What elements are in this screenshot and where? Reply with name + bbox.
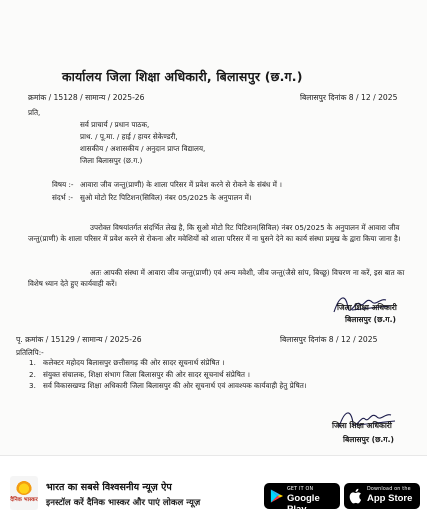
recipient-line: सर्व प्राचार्य / प्रधान पाठक, xyxy=(80,120,150,129)
recipient-line: शासकीय / अशासकीय / अनुदान प्राप्त विद्यालय, xyxy=(80,144,206,153)
recipient-line: जिला बिलासपुर (छ.ग.) xyxy=(80,156,143,165)
promo-headline: भारत का सबसे विश्वसनीय न्यूज़ ऐप xyxy=(46,482,172,493)
body-paragraph-1: उपरोक्त विषयांतर्गत संदर्भित लेख है, कि सुओ मोटो रिट पिटिशन(सिविल) नंबर 05/2025 के अनुपालन में आवारा जीव जन्तु(प्राणी) के शाला परिसर में प्रवेश करने से रोकना और मवेशियों को शाला परिसर में ना घुसने देने का कार्य संस्था प्रमुख के द्वारा किया जाना है। xyxy=(28,223,401,243)
signatory-place: बिलासपुर (छ.ग.) xyxy=(343,435,394,444)
google-play-icon xyxy=(269,488,284,504)
letter-title: कार्यालय जिला शिक्षा अधिकारी, बिलासपुर (छ.ग.) xyxy=(62,69,303,84)
list-item: 3. सर्व विकासखण्ड शिक्षा अधिकारी जिला बिलासपुर की ओर सूचनार्थ एवं आवश्यक कार्यवाही हेतु प्रेषित। xyxy=(29,381,307,390)
google-play-button[interactable]: GET IT ON Google Play xyxy=(264,483,340,509)
list-item: 1. कलेक्टर महोदय बिलासपुर छत्तीसगढ़ की ओर सादर सूचनार्थ संप्रेषित । xyxy=(29,358,225,367)
reference-text: सुओ मोटो रिट पिटिशन(सिविल) नंबर 05/2025 के अनुपालन में। xyxy=(80,193,252,202)
copy-to-label: प्रतिलिपि:- xyxy=(16,348,44,357)
list-item: 2. संयुक्त संचालक, शिक्षा संभाग जिला बिलासपुर की ओर सादर सूचनार्थ संप्रेषित । xyxy=(29,369,250,379)
endorsement-number: पृ. क्रमांक / 15129 / सामान्य / 2025-26 xyxy=(16,335,142,344)
dainik-bhaskar-logo: दैनिक भास्कर xyxy=(10,476,38,510)
prati-label: प्रति, xyxy=(28,108,41,117)
body-paragraph-2: अतः आपकी संस्था में आवारा जीव जन्तु(प्राणी) एवं अन्य मवेशी, जीव जन्तु(जैसे सांप, बिच्छू) विचरण ना करें, इस बात का विशेष ध्यान देते हुए कार्यवाही करें। xyxy=(28,268,405,288)
promo-subtext: इनस्टॉल करें दैनिक भास्कर और पाएं लोकल न्यूज़ xyxy=(46,498,201,508)
subject-label: विषय :- xyxy=(52,180,74,189)
letter-date: बिलासपुर दिनांक 8 / 12 / 2025 xyxy=(300,93,398,102)
app-store-button[interactable]: Download on the App Store xyxy=(344,483,420,509)
endorsement-date: बिलासपुर दिनांक 8 / 12 / 2025 xyxy=(280,335,378,344)
subject-text: आवारा जीव जन्तु(प्राणी) के शाला परिसर में प्रवेश करने से रोकने के संबंध में । xyxy=(80,180,282,189)
sun-icon xyxy=(16,479,32,495)
apple-icon xyxy=(349,488,364,504)
reference-label: संदर्भ :- xyxy=(52,193,74,202)
reference-number: क्रमांक / 15128 / सामान्य / 2025-26 xyxy=(28,93,145,102)
copy-to-list xyxy=(29,357,307,392)
signatory-place: बिलासपुर (छ.ग.) xyxy=(345,315,396,324)
app-promo-banner[interactable] xyxy=(0,455,427,529)
recipient-line: प्राथ. / पू.मा. / हाई / हायर सेकेण्डरी, xyxy=(80,132,178,141)
signatory-title: जिला शिक्षा अधिकारी xyxy=(332,421,392,430)
signatory-title: जिला शिक्षा अधिकारी xyxy=(337,303,397,312)
